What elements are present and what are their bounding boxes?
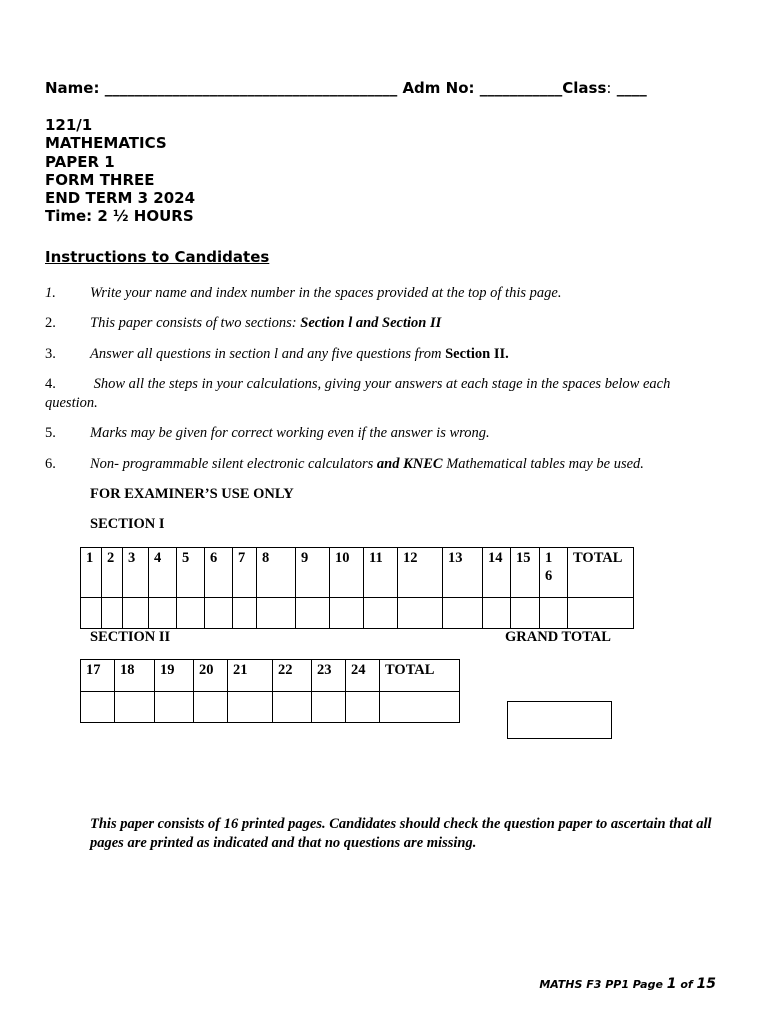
column-header: 7 bbox=[233, 548, 257, 598]
instruction-bold: Section l and Section II bbox=[300, 315, 442, 331]
grand-total-label: GRAND TOTAL bbox=[505, 629, 611, 645]
table-header-row bbox=[81, 660, 460, 692]
marks-cell[interactable] bbox=[398, 598, 443, 629]
footer-label: MATHS F3 PP1 Page bbox=[539, 978, 667, 991]
name-label: Name: bbox=[45, 79, 100, 97]
table-header-row bbox=[81, 548, 634, 598]
column-header: 17 bbox=[81, 660, 115, 692]
marks-cell[interactable] bbox=[228, 692, 273, 723]
instruction-text: Non- programmable silent electronic calculators bbox=[90, 456, 377, 472]
column-header: 1 bbox=[81, 548, 102, 598]
instruction-item bbox=[45, 375, 725, 413]
column-header: 18 bbox=[115, 660, 155, 692]
marks-cell[interactable] bbox=[155, 692, 194, 723]
paper-form: FORM THREE bbox=[45, 170, 155, 189]
instruction-item bbox=[45, 314, 725, 333]
paper-code: 121/1 bbox=[45, 116, 93, 134]
table-row bbox=[81, 692, 460, 723]
instruction-text-after: Mathematical tables may be used. bbox=[442, 456, 644, 472]
instruction-number: 3. bbox=[45, 346, 56, 362]
marks-cell[interactable] bbox=[273, 692, 312, 723]
instruction-text: Show all the steps in your calculations, giving your answers at each stage in the spaces below each question. bbox=[45, 376, 671, 411]
class-label: Class bbox=[562, 79, 607, 97]
paper-subject: MATHEMATICS bbox=[45, 134, 167, 153]
instruction-number: 5. bbox=[45, 425, 56, 441]
column-header: TOTAL bbox=[568, 548, 634, 598]
page-footer bbox=[539, 976, 716, 992]
footer-of: of bbox=[676, 978, 697, 991]
column-header: 12 bbox=[398, 548, 443, 598]
marks-cell[interactable] bbox=[568, 598, 634, 629]
marks-cell[interactable] bbox=[102, 598, 123, 629]
column-header: 5 bbox=[177, 548, 205, 598]
instruction-item bbox=[45, 424, 725, 443]
column-header: 11 bbox=[364, 548, 398, 598]
class-blank[interactable]: ____ bbox=[616, 79, 647, 97]
marks-cell[interactable] bbox=[296, 598, 330, 629]
section1-label: SECTION I bbox=[90, 516, 165, 532]
column-header: 21 bbox=[228, 660, 273, 692]
marks-cell[interactable] bbox=[346, 692, 380, 723]
marks-cell[interactable] bbox=[81, 598, 102, 629]
instruction-item bbox=[45, 455, 725, 474]
marks-cell[interactable] bbox=[194, 692, 228, 723]
adm-blank[interactable]: ___________ bbox=[479, 79, 563, 97]
instruction-bold: Section II. bbox=[445, 346, 509, 362]
section2-marks-table bbox=[80, 659, 460, 723]
instruction-number: 6. bbox=[45, 456, 56, 472]
marks-cell[interactable] bbox=[233, 598, 257, 629]
column-header: 22 bbox=[273, 660, 312, 692]
instruction-number: 1. bbox=[45, 285, 56, 301]
adm-label: Adm No: bbox=[402, 79, 475, 97]
instruction-item bbox=[45, 345, 725, 364]
marks-cell[interactable] bbox=[81, 692, 115, 723]
marks-cell[interactable] bbox=[511, 598, 540, 629]
instruction-item bbox=[45, 284, 725, 303]
marks-cell[interactable] bbox=[540, 598, 568, 629]
class-colon: : bbox=[606, 79, 612, 97]
column-header: 3 bbox=[123, 548, 149, 598]
marks-cell[interactable] bbox=[364, 598, 398, 629]
marks-cell[interactable] bbox=[115, 692, 155, 723]
instruction-text: Write your name and index number in the spaces provided at the top of this page. bbox=[90, 285, 562, 301]
column-header: 15 bbox=[511, 548, 540, 598]
footer-page-number: 1 bbox=[666, 976, 677, 992]
marks-cell[interactable] bbox=[177, 598, 205, 629]
column-header: 13 bbox=[443, 548, 483, 598]
column-header: 1 6 bbox=[540, 548, 568, 598]
page-count-note: This paper consists of 16 printed pages. Candidates should check the question paper to ascertain that all pages are printed as indicated and that no questions are missing. bbox=[90, 816, 712, 851]
instruction-text: This paper consists of two sections: bbox=[90, 315, 301, 331]
footer-total-pages: 15 bbox=[696, 976, 716, 992]
examiner-use-title: FOR EXAMINER’S USE ONLY bbox=[90, 486, 294, 502]
instruction-bold: and KNEC bbox=[376, 456, 443, 472]
marks-cell[interactable] bbox=[149, 598, 177, 629]
column-header: 9 bbox=[296, 548, 330, 598]
paper-term: END TERM 3 2024 bbox=[45, 189, 196, 208]
column-header: 24 bbox=[346, 660, 380, 692]
instructions-title: Instructions to Candidates bbox=[45, 248, 270, 266]
table-row bbox=[81, 598, 634, 629]
paper-header bbox=[45, 116, 195, 226]
instruction-number: 2. bbox=[45, 315, 56, 331]
name-blank[interactable]: _______________________________________ bbox=[104, 79, 398, 97]
instruction-number: 4. bbox=[45, 376, 56, 392]
marks-cell[interactable] bbox=[257, 598, 296, 629]
marks-cell[interactable] bbox=[483, 598, 511, 629]
column-header: 20 bbox=[194, 660, 228, 692]
marks-cell[interactable] bbox=[205, 598, 233, 629]
column-header: 23 bbox=[312, 660, 346, 692]
candidate-details-line bbox=[45, 79, 735, 97]
paper-number: PAPER 1 bbox=[45, 152, 115, 171]
column-header: 10 bbox=[330, 548, 364, 598]
marks-cell[interactable] bbox=[123, 598, 149, 629]
column-header: 6 bbox=[205, 548, 233, 598]
paper-time: Time: 2 ½ HOURS bbox=[45, 207, 194, 226]
column-header: 19 bbox=[155, 660, 194, 692]
column-header: 14 bbox=[483, 548, 511, 598]
column-header: TOTAL bbox=[380, 660, 460, 692]
grand-total-box[interactable] bbox=[507, 701, 612, 739]
instruction-text: Marks may be given for correct working even if the answer is wrong. bbox=[90, 425, 490, 441]
marks-cell[interactable] bbox=[443, 598, 483, 629]
column-header: 4 bbox=[149, 548, 177, 598]
marks-cell[interactable] bbox=[380, 692, 460, 723]
marks-cell[interactable] bbox=[312, 692, 346, 723]
instruction-text: Answer all questions in section l and any five questions from bbox=[90, 346, 446, 362]
marks-cell[interactable] bbox=[330, 598, 364, 629]
column-header: 8 bbox=[257, 548, 296, 598]
section2-label: SECTION II bbox=[90, 629, 171, 645]
column-header: 2 bbox=[102, 548, 123, 598]
section1-marks-table bbox=[80, 547, 634, 629]
